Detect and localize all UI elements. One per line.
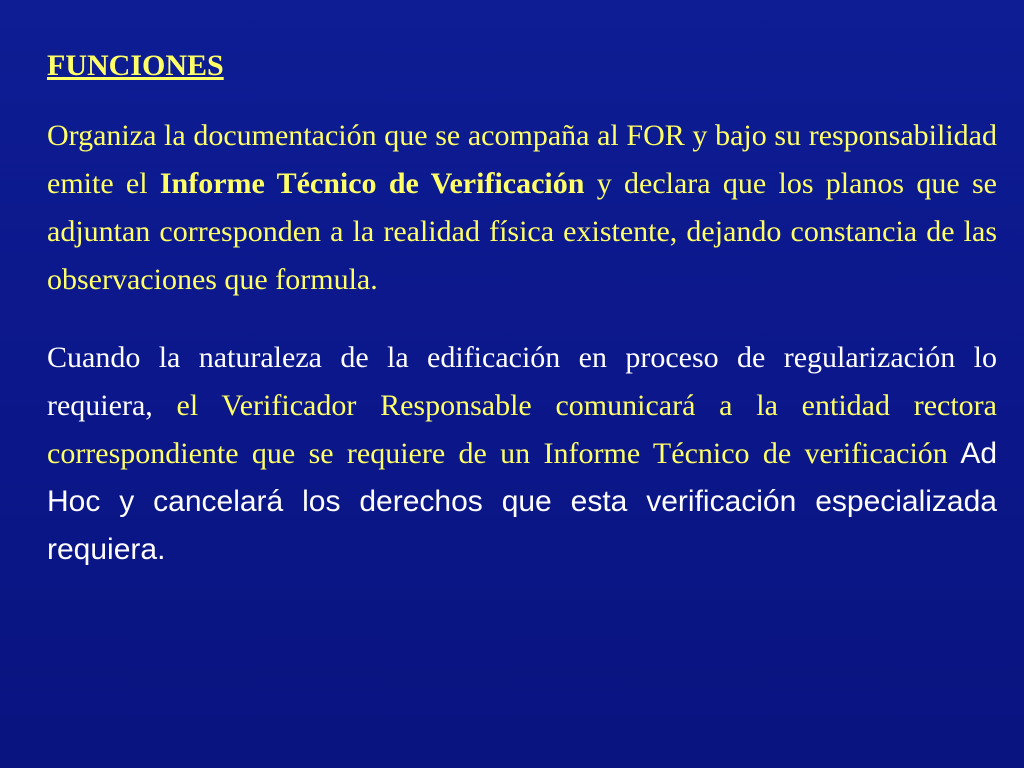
paragraph1-text-a: Organiza la documentación que se acompaña al FOR y bajo su responsabilidad emite el	[47, 119, 997, 200]
paragraph2-white-text: Cuando la naturaleza de la edificación en proceso de regularización lo requiera,	[47, 341, 997, 422]
paragraph1-bold-term: Informe Técnico de Verificación	[159, 167, 585, 200]
paragraph2-yellow-text: el Verificador Responsable comunicará a la entidad rectora correspondiente que se requiere de un Informe Técnico de verificación	[47, 389, 997, 470]
paragraph-ad-hoc	[47, 334, 997, 574]
paragraph1-text-b: y declara que los planos que se adjuntan corresponden a la realidad física existente, dejando constancia de las observaciones que formula.	[47, 167, 997, 296]
slide-content	[47, 42, 997, 742]
paragraph-functions	[47, 112, 997, 304]
slide-title: FUNCIONES	[47, 49, 224, 82]
paragraph2-sans-text: Ad Hoc y cancelará los derechos que esta verificación especializada requiera.	[47, 437, 998, 566]
